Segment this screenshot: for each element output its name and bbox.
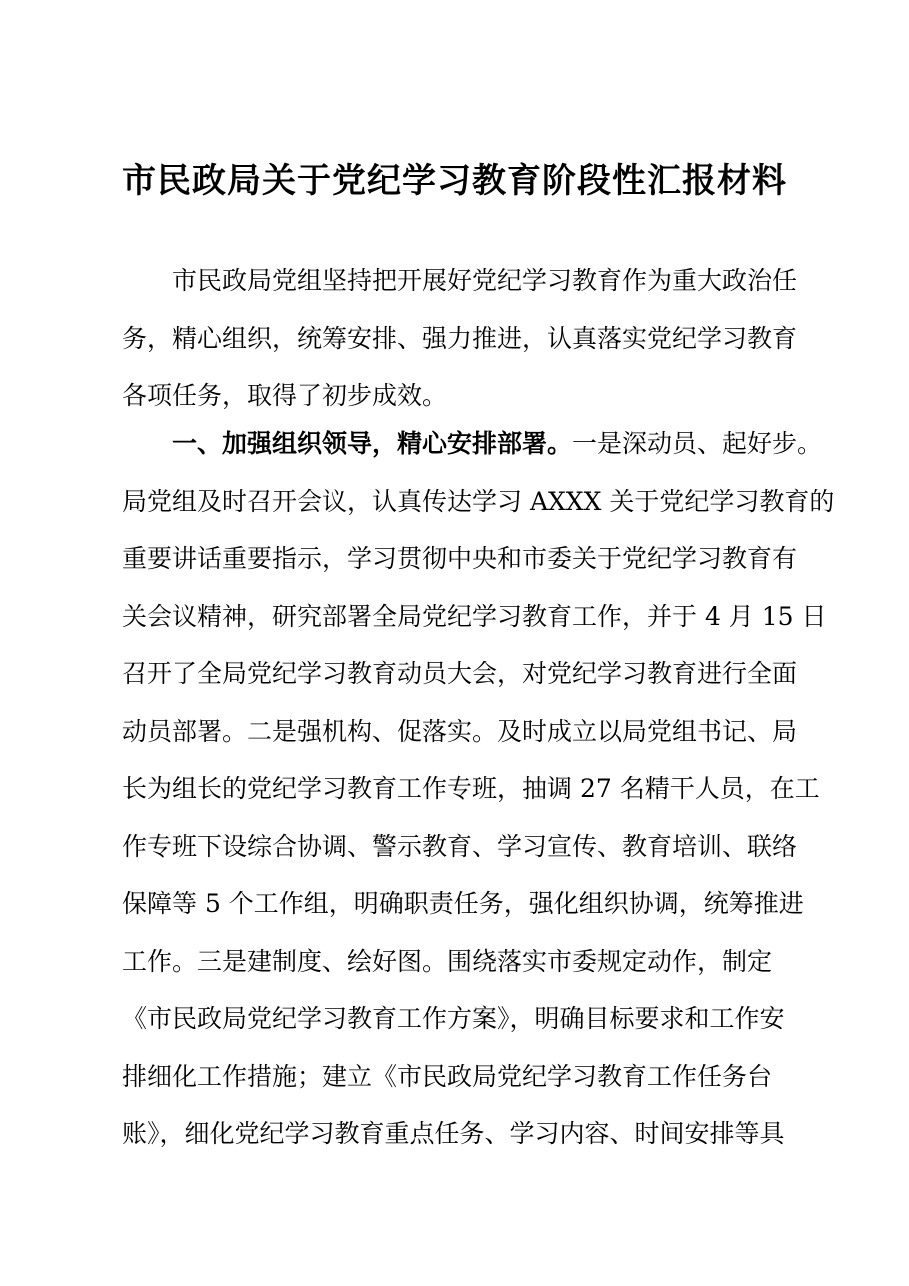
section-1-heading: 一、加强组织领导，精心安排部署。 xyxy=(172,429,573,458)
intro-line: 务，精心组织，统筹安排、强力推进，认真落实党纪学习教育 xyxy=(122,323,798,353)
section-1-line: 局党组及时召开会议，认真传达学习 AXXX 关于党纪学习教育的 xyxy=(122,486,835,516)
section-1-line: 长为组长的党纪学习教育工作专班，抽调 27 名精干人员，在工 xyxy=(122,774,820,803)
intro-line: 市民政局党组坚持把开展好党纪学习教育作为重大政治任 xyxy=(172,266,798,295)
section-1-line: 动员部署。二是强机构、促落实。及时成立以局党组书记、局 xyxy=(122,716,798,746)
intro-line: 各项任务，取得了初步成效。 xyxy=(122,381,448,410)
section-1-line: 作专班下设综合协调、警示教育、学习宣传、教育培训、联络 xyxy=(122,831,798,861)
section-1-line: 重要讲话重要指示，学习贯彻中央和市委关于党纪学习教育有 xyxy=(122,544,798,573)
section-1-paragraph xyxy=(122,415,835,1163)
section-1-line: 排细化工作措施；建立《市民政局党纪学习教育工作任务台 xyxy=(122,1061,773,1091)
section-1-line: 《市民政局党纪学习教育工作方案》，明确目标要求和工作安 xyxy=(122,1004,785,1033)
section-1-line: 工作。三是建制度、绘好图。围绕落实市委规定动作，制定 xyxy=(122,946,773,976)
intro-paragraph xyxy=(122,252,798,425)
section-1-line: 关会议精神，研究部署全局党纪学习教育工作，并于 4 月 15 日 xyxy=(122,601,827,631)
section-1-first-line-text: 一是深动员、起好步。 xyxy=(572,429,823,458)
section-1-first-line xyxy=(122,415,823,473)
document-title: 市民政局关于党纪学习教育阶段性汇报材料 xyxy=(122,161,787,201)
section-1-line: 账》，细化党纪学习教育重点任务、学习内容、时间安排等具 xyxy=(122,1119,785,1148)
section-1-line: 保障等 5 个工作组，明确职责任务，强化组织协调，统筹推进 xyxy=(122,889,804,918)
section-1-line: 召开了全局党纪学习教育动员大会，对党纪学习教育进行全面 xyxy=(122,659,798,688)
